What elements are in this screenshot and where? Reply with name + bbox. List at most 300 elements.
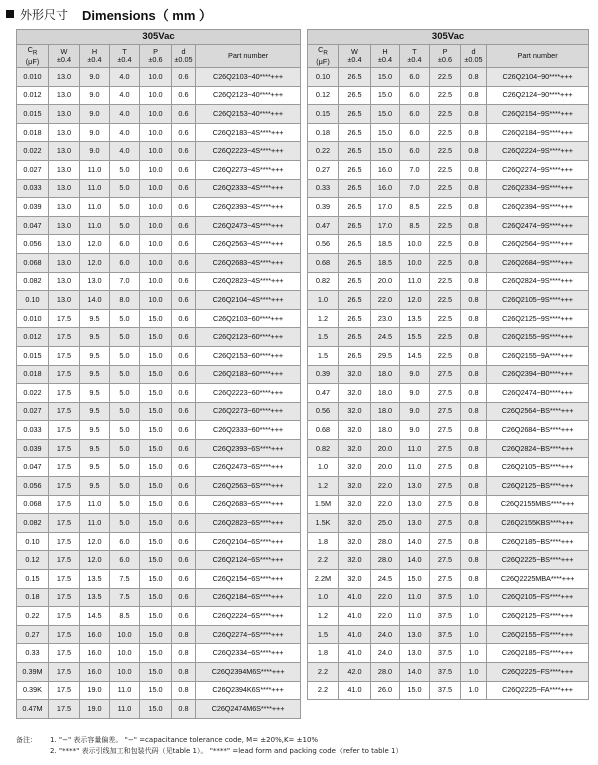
capacitance-cell: 0.012	[17, 86, 49, 105]
thickness-cell: 5.0	[110, 309, 140, 328]
lead-diameter-cell: 0.8	[461, 570, 487, 589]
capacitance-cell: 0.015	[17, 346, 49, 365]
pitch-cell: 27.5	[430, 439, 461, 458]
thickness-cell: 9.0	[400, 402, 430, 421]
thickness-cell: 11.0	[110, 700, 140, 719]
thickness-cell: 10.0	[400, 235, 430, 254]
part-number-cell: C26Q2394K6S****+++	[196, 681, 301, 700]
capacitance-cell: 0.010	[17, 68, 49, 87]
table-row	[308, 458, 589, 477]
pitch-cell: 15.0	[140, 328, 172, 347]
lead-diameter-cell: 0.6	[172, 160, 196, 179]
thickness-cell: 11.0	[400, 458, 430, 477]
pitch-cell: 10.0	[140, 142, 172, 161]
part-number-cell: C26Q2563−4S****+++	[196, 235, 301, 254]
lead-diameter-cell: 0.8	[461, 514, 487, 533]
pitch-cell: 22.5	[430, 179, 461, 198]
capacitance-cell: 0.068	[17, 495, 49, 514]
thickness-cell: 7.0	[400, 179, 430, 198]
pitch-cell: 22.5	[430, 216, 461, 235]
thickness-cell: 7.0	[110, 272, 140, 291]
height-cell: 14.0	[80, 291, 110, 310]
table-row	[17, 160, 301, 179]
thickness-cell: 7.5	[110, 588, 140, 607]
width-cell: 26.5	[339, 179, 371, 198]
width-cell: 13.0	[49, 68, 80, 87]
pitch-cell: 10.0	[140, 86, 172, 105]
thickness-cell: 6.0	[400, 142, 430, 161]
height-cell: 12.0	[80, 532, 110, 551]
thickness-cell: 10.0	[110, 625, 140, 644]
capacitance-cell: 0.18	[17, 588, 49, 607]
part-number-header: Part number	[487, 45, 589, 68]
height-cell: 22.0	[371, 588, 400, 607]
part-number-cell: C26Q2125−BS****+++	[487, 477, 589, 496]
width-cell: 13.0	[49, 272, 80, 291]
capacitance-cell: 0.15	[308, 105, 339, 124]
part-number-header: Part number	[196, 45, 301, 68]
table-row	[308, 198, 589, 217]
part-number-cell: C26Q2394M6S****+++	[196, 663, 301, 682]
width-cell: 42.0	[339, 663, 371, 682]
pitch-cell: 10.0	[140, 123, 172, 142]
capacitance-cell: 0.039	[17, 198, 49, 217]
table-row	[308, 384, 589, 403]
table-row	[308, 514, 589, 533]
width-cell: 26.5	[339, 346, 371, 365]
lead-diameter-cell: 0.6	[172, 272, 196, 291]
thickness-cell: 10.0	[110, 644, 140, 663]
lead-diameter-cell: 0.6	[172, 439, 196, 458]
part-number-cell: C26Q2224−6S****+++	[196, 607, 301, 626]
part-number-cell: C26Q2155−FS****+++	[487, 625, 589, 644]
lead-diameter-cell: 0.8	[461, 253, 487, 272]
table-row	[17, 105, 301, 124]
pitch-cell: 22.5	[430, 253, 461, 272]
thickness-cell: 6.0	[110, 253, 140, 272]
width-cell: 26.5	[339, 291, 371, 310]
thickness-cell: 6.0	[400, 86, 430, 105]
height-cell: 18.0	[371, 421, 400, 440]
part-number-cell: C26Q2333−4S****+++	[196, 179, 301, 198]
pitch-cell: 15.0	[140, 458, 172, 477]
capacitance-cell: 0.22	[308, 142, 339, 161]
width-cell: 32.0	[339, 384, 371, 403]
part-number-cell: C26Q2103−60****+++	[196, 309, 301, 328]
pitch-cell: 15.0	[140, 663, 172, 682]
thickness-cell: 11.0	[400, 607, 430, 626]
part-number-cell: C26Q2153−40****+++	[196, 105, 301, 124]
pitch-cell: 15.0	[140, 514, 172, 533]
width-cell: 17.5	[49, 346, 80, 365]
lead-diameter-cell: 1.0	[461, 625, 487, 644]
part-number-cell: C26Q2474M6S****+++	[196, 700, 301, 719]
capacitance-cell: 0.47	[308, 216, 339, 235]
thickness-cell: 5.0	[110, 179, 140, 198]
height-cell: 13.5	[80, 570, 110, 589]
voltage-header: 305Vac	[308, 30, 589, 45]
thickness-cell: 6.0	[110, 235, 140, 254]
table-row	[17, 421, 301, 440]
part-number-cell: C26Q2274−6S****+++	[196, 625, 301, 644]
table-row	[308, 105, 589, 124]
lead-diameter-cell: 0.6	[172, 365, 196, 384]
width-cell: 32.0	[339, 570, 371, 589]
table-row	[308, 328, 589, 347]
height-cell: 28.0	[371, 551, 400, 570]
capacitance-cell: 0.15	[17, 570, 49, 589]
height-cell: 19.0	[80, 700, 110, 719]
table-row	[17, 570, 301, 589]
table-row	[17, 439, 301, 458]
table-row	[308, 681, 589, 700]
capacitance-cell: 0.018	[17, 123, 49, 142]
table-row	[308, 123, 589, 142]
height-cell: 20.0	[371, 439, 400, 458]
thickness-cell: 11.0	[400, 272, 430, 291]
thickness-cell: 5.0	[110, 365, 140, 384]
width-cell: 13.0	[49, 198, 80, 217]
capacitance-cell: 0.010	[17, 309, 49, 328]
table-row	[308, 477, 589, 496]
lead-diameter-cell: 0.8	[461, 477, 487, 496]
part-number-cell: C26Q2225MBA****+++	[487, 570, 589, 589]
table-row	[17, 142, 301, 161]
thickness-cell: 4.0	[110, 142, 140, 161]
height-cell: 9.5	[80, 402, 110, 421]
pitch-header: P ±0.6	[430, 45, 461, 68]
pitch-cell: 22.5	[430, 105, 461, 124]
capacitance-cell: 0.12	[17, 551, 49, 570]
height-cell: 9.5	[80, 328, 110, 347]
pitch-cell: 10.0	[140, 179, 172, 198]
lead-diameter-cell: 0.8	[172, 700, 196, 719]
height-cell: 9.5	[80, 365, 110, 384]
lead-diameter-cell: 0.6	[172, 142, 196, 161]
capacitance-cell: 1.5	[308, 328, 339, 347]
height-cell: 17.0	[371, 198, 400, 217]
width-cell: 13.0	[49, 291, 80, 310]
capacitance-cell: 0.015	[17, 105, 49, 124]
thickness-cell: 8.0	[110, 291, 140, 310]
height-cell: 9.5	[80, 384, 110, 403]
lead-diameter-cell: 1.0	[461, 607, 487, 626]
capacitance-cell: 2.2	[308, 663, 339, 682]
width-cell: 41.0	[339, 681, 371, 700]
height-cell: 11.0	[80, 160, 110, 179]
table-row	[308, 272, 589, 291]
thickness-cell: 5.0	[110, 402, 140, 421]
notes-label: 备注：	[16, 736, 37, 744]
part-number-cell: C26Q2123−40****+++	[196, 86, 301, 105]
height-cell: 22.0	[371, 607, 400, 626]
pitch-cell: 27.5	[430, 402, 461, 421]
thickness-cell: 5.0	[110, 495, 140, 514]
height-header: H ±0.4	[80, 45, 110, 68]
width-cell: 13.0	[49, 142, 80, 161]
pitch-cell: 27.5	[430, 514, 461, 533]
part-number-cell: C26Q2684−9S****+++	[487, 253, 589, 272]
capacitance-cell: 0.47M	[17, 700, 49, 719]
part-number-cell: C26Q2155MBS****+++	[487, 495, 589, 514]
capacitance-cell: 0.33	[308, 179, 339, 198]
thickness-cell: 7.5	[110, 570, 140, 589]
thickness-cell: 6.0	[400, 123, 430, 142]
pitch-cell: 37.5	[430, 588, 461, 607]
part-number-cell: C26Q2155−9S****+++	[487, 328, 589, 347]
pitch-cell: 27.5	[430, 532, 461, 551]
height-cell: 12.0	[80, 551, 110, 570]
table-row	[17, 272, 301, 291]
capacitance-cell: 1.8	[308, 644, 339, 663]
thickness-cell: 13.5	[400, 309, 430, 328]
lead-diameter-cell: 0.8	[461, 421, 487, 440]
table-row	[308, 179, 589, 198]
height-cell: 24.5	[371, 328, 400, 347]
pitch-cell: 15.0	[140, 346, 172, 365]
part-number-cell: C26Q2824−9S****+++	[487, 272, 589, 291]
width-cell: 41.0	[339, 644, 371, 663]
thickness-cell: 5.0	[110, 216, 140, 235]
lead-diameter-cell: 0.6	[172, 402, 196, 421]
table-row	[308, 235, 589, 254]
part-number-cell: C26Q2334−9S****+++	[487, 179, 589, 198]
capacitance-cell: 1.5	[308, 346, 339, 365]
table-row	[308, 588, 589, 607]
pitch-cell: 22.5	[430, 123, 461, 142]
thickness-cell: 5.0	[110, 198, 140, 217]
thickness-cell: 15.0	[400, 570, 430, 589]
capacitance-cell: 0.47	[308, 384, 339, 403]
thickness-cell: 13.0	[400, 625, 430, 644]
part-number-cell: C26Q2564−BS****+++	[487, 402, 589, 421]
table-row	[308, 142, 589, 161]
table-row	[17, 644, 301, 663]
height-cell: 22.0	[371, 291, 400, 310]
note-line-2: 2. "****" 表示引线加工和包装代码（见table 1）。 "****" =lead form and packing code（refer to table 1）	[50, 747, 403, 755]
table-row	[17, 309, 301, 328]
thickness-cell: 10.0	[110, 663, 140, 682]
width-cell: 17.5	[49, 607, 80, 626]
table-row	[17, 216, 301, 235]
height-cell: 28.0	[371, 663, 400, 682]
table-row	[17, 86, 301, 105]
lead-diameter-header: d ±0.05	[461, 45, 487, 68]
table-row	[308, 216, 589, 235]
pitch-cell: 15.0	[140, 700, 172, 719]
height-cell: 11.0	[80, 198, 110, 217]
capacitance-cell: 1.5K	[308, 514, 339, 533]
height-cell: 11.0	[80, 514, 110, 533]
lead-diameter-header: d ±0.05	[172, 45, 196, 68]
lead-diameter-cell: 0.8	[461, 160, 487, 179]
part-number-cell: C26Q2105−FS****+++	[487, 588, 589, 607]
pitch-cell: 10.0	[140, 291, 172, 310]
part-number-cell: C26Q2474−B0****+++	[487, 384, 589, 403]
width-cell: 26.5	[339, 328, 371, 347]
thickness-cell: 11.0	[400, 588, 430, 607]
width-cell: 13.0	[49, 123, 80, 142]
pitch-cell: 10.0	[140, 235, 172, 254]
part-number-cell: C26Q2124−6S****+++	[196, 551, 301, 570]
part-number-cell: C26Q2273−60****+++	[196, 402, 301, 421]
capacitance-cell: 2.2M	[308, 570, 339, 589]
lead-diameter-cell: 0.8	[461, 68, 487, 87]
pitch-cell: 22.5	[430, 68, 461, 87]
height-cell: 26.0	[371, 681, 400, 700]
capacitance-cell: 0.82	[308, 439, 339, 458]
pitch-cell: 10.0	[140, 272, 172, 291]
width-cell: 26.5	[339, 235, 371, 254]
pitch-cell: 27.5	[430, 384, 461, 403]
width-cell: 13.0	[49, 235, 80, 254]
height-cell: 16.0	[371, 160, 400, 179]
part-number-cell: C26Q2564−9S****+++	[487, 235, 589, 254]
thickness-cell: 5.0	[110, 421, 140, 440]
capacitance-cell: 0.10	[308, 68, 339, 87]
pitch-cell: 27.5	[430, 551, 461, 570]
table-row	[308, 439, 589, 458]
pitch-cell: 15.0	[140, 495, 172, 514]
part-number-cell: C26Q2105−9S****+++	[487, 291, 589, 310]
table-row	[17, 68, 301, 87]
thickness-cell: 8.5	[400, 216, 430, 235]
capacitance-cell: 0.27	[17, 625, 49, 644]
lead-diameter-cell: 0.6	[172, 570, 196, 589]
thickness-cell: 5.0	[110, 439, 140, 458]
capacitance-cell: 0.10	[17, 291, 49, 310]
thickness-cell: 13.0	[400, 514, 430, 533]
pitch-cell: 22.5	[430, 328, 461, 347]
width-cell: 26.5	[339, 253, 371, 272]
width-cell: 17.5	[49, 551, 80, 570]
part-number-cell: C26Q2274−9S****+++	[487, 160, 589, 179]
lead-diameter-cell: 0.8	[461, 328, 487, 347]
capacitance-header: $C_R$ (μF)	[17, 45, 49, 68]
lead-diameter-cell: 0.8	[172, 625, 196, 644]
lead-diameter-cell: 0.6	[172, 216, 196, 235]
capacitance-cell: 0.12	[308, 86, 339, 105]
thickness-header: T ±0.4	[110, 45, 140, 68]
lead-diameter-cell: 0.8	[461, 402, 487, 421]
capacitance-cell: 0.047	[17, 216, 49, 235]
part-number-cell: C26Q2154−9S****+++	[487, 105, 589, 124]
table-row	[17, 607, 301, 626]
width-cell: 26.5	[339, 68, 371, 87]
pitch-cell: 27.5	[430, 458, 461, 477]
thickness-cell: 8.5	[110, 607, 140, 626]
capacitance-cell: 0.22	[17, 607, 49, 626]
thickness-cell: 14.0	[400, 663, 430, 682]
height-cell: 22.0	[371, 477, 400, 496]
lead-diameter-cell: 0.8	[461, 86, 487, 105]
part-number-cell: C26Q2184−6S****+++	[196, 588, 301, 607]
thickness-cell: 13.0	[400, 644, 430, 663]
part-number-cell: C26Q2473−4S****+++	[196, 216, 301, 235]
width-header: W ±0.4	[339, 45, 371, 68]
width-cell: 32.0	[339, 551, 371, 570]
lead-diameter-cell: 0.8	[461, 291, 487, 310]
table-row	[17, 700, 301, 719]
pitch-cell: 27.5	[430, 570, 461, 589]
part-number-cell: C26Q2104−4S****+++	[196, 291, 301, 310]
thickness-cell: 4.0	[110, 123, 140, 142]
thickness-cell: 6.0	[110, 532, 140, 551]
thickness-cell: 5.0	[110, 328, 140, 347]
part-number-cell: C26Q2185−BS****+++	[487, 532, 589, 551]
height-cell: 11.0	[80, 179, 110, 198]
height-cell: 13.0	[80, 272, 110, 291]
pitch-cell: 15.0	[140, 309, 172, 328]
height-cell: 15.0	[371, 105, 400, 124]
part-number-cell: C26Q2183−60****+++	[196, 365, 301, 384]
table-row	[17, 588, 301, 607]
table-row	[17, 123, 301, 142]
lead-diameter-cell: 0.6	[172, 179, 196, 198]
height-cell: 11.0	[80, 495, 110, 514]
width-cell: 26.5	[339, 142, 371, 161]
table-row	[308, 86, 589, 105]
table-row	[308, 160, 589, 179]
capacitance-cell: 0.018	[17, 365, 49, 384]
lead-diameter-cell: 0.8	[461, 272, 487, 291]
thickness-cell: 13.0	[400, 495, 430, 514]
table-row	[308, 625, 589, 644]
thickness-cell: 5.0	[110, 346, 140, 365]
table-row	[17, 235, 301, 254]
lead-diameter-cell: 0.8	[461, 179, 487, 198]
part-number-cell: C26Q2225−FA****+++	[487, 681, 589, 700]
lead-diameter-cell: 0.8	[461, 235, 487, 254]
part-number-cell: C26Q2125−9S****+++	[487, 309, 589, 328]
table-row	[17, 551, 301, 570]
table-row	[308, 68, 589, 87]
capacitance-cell: 0.39	[308, 198, 339, 217]
thickness-cell: 14.5	[400, 346, 430, 365]
height-cell: 23.0	[371, 309, 400, 328]
height-cell: 15.0	[371, 68, 400, 87]
height-cell: 12.0	[80, 253, 110, 272]
part-number-cell: C26Q2394−B0****+++	[487, 365, 589, 384]
height-cell: 9.0	[80, 142, 110, 161]
width-cell: 17.5	[49, 570, 80, 589]
pitch-cell: 22.5	[430, 142, 461, 161]
part-number-cell: C26Q2184−9S****+++	[487, 123, 589, 142]
lead-diameter-cell: 0.8	[461, 216, 487, 235]
table-row	[308, 421, 589, 440]
height-cell: 16.0	[80, 625, 110, 644]
capacitance-cell: 2.2	[308, 551, 339, 570]
table-row	[17, 328, 301, 347]
thickness-header: T ±0.4	[400, 45, 430, 68]
width-cell: 17.5	[49, 663, 80, 682]
lead-diameter-cell: 0.6	[172, 123, 196, 142]
width-header: W ±0.4	[49, 45, 80, 68]
table-row	[308, 495, 589, 514]
width-cell: 32.0	[339, 421, 371, 440]
table-row	[308, 346, 589, 365]
pitch-cell: 15.0	[140, 570, 172, 589]
height-cell: 29.5	[371, 346, 400, 365]
height-cell: 24.0	[371, 644, 400, 663]
capacitance-cell: 0.18	[308, 123, 339, 142]
table-row	[17, 625, 301, 644]
table-row	[17, 532, 301, 551]
width-cell: 13.0	[49, 253, 80, 272]
pitch-cell: 27.5	[430, 365, 461, 384]
width-cell: 32.0	[339, 495, 371, 514]
lead-diameter-cell: 0.8	[461, 532, 487, 551]
